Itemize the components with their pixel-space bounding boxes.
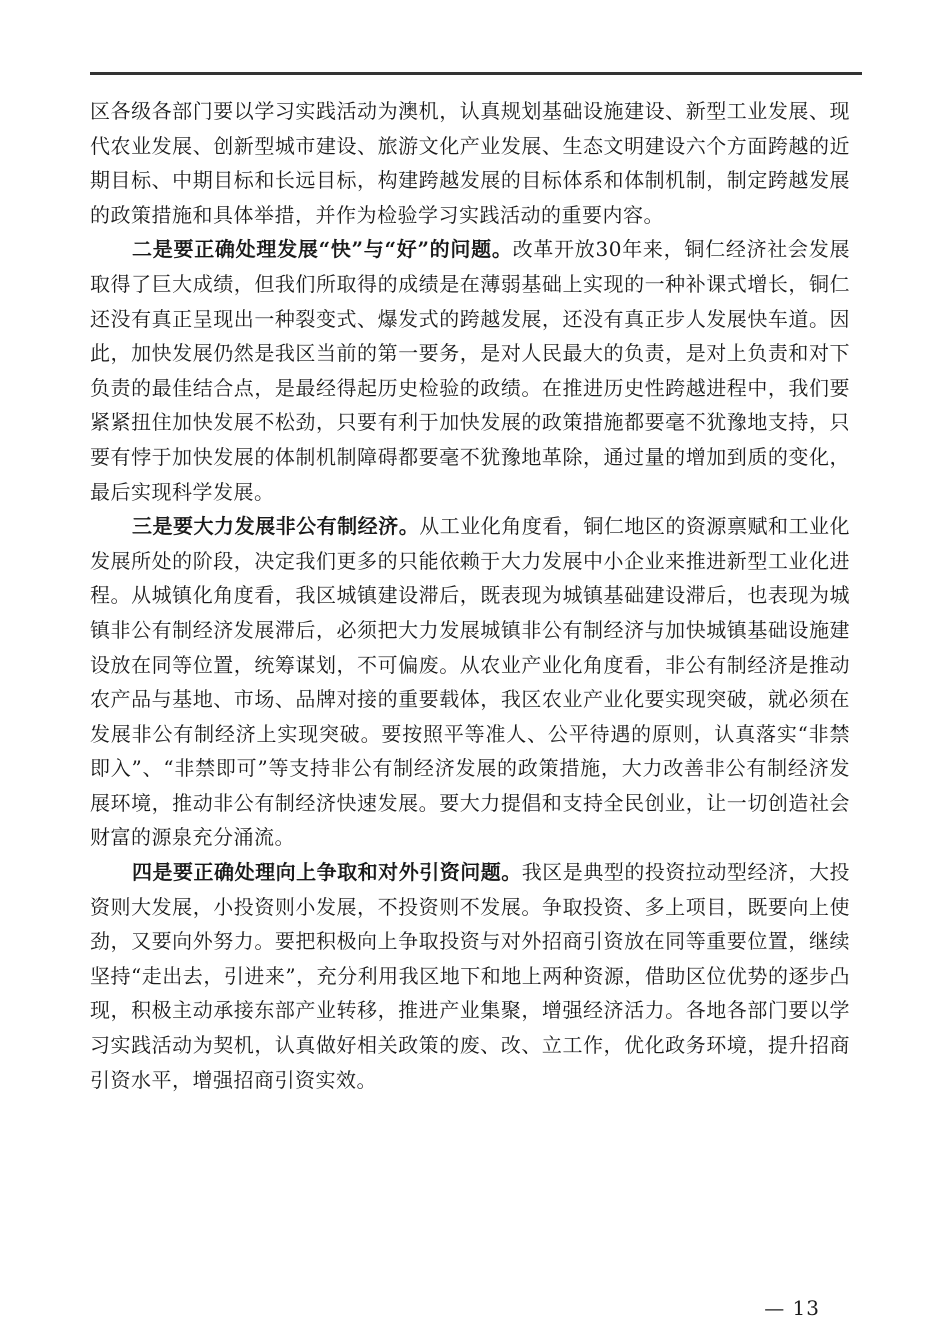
page-number: — 13 bbox=[764, 1296, 820, 1320]
article-body bbox=[90, 94, 850, 1097]
paragraph-lead: 二是要正确处理发展“快”与“好”的问题。 bbox=[132, 237, 513, 262]
paragraph-text: 我区是典型的投资拉动型经济，大投资则大发展，小投资则小发展，不投资则不发展。争取投资、多上项目，既要向上使劲，又要向外努力。要把积极向上争取投资与对外招商引资放在同等重要位置，继续坚持“走出去，引进来”，充分利用我区地下和地上两种资源，借助区位优势的逐步凸现，积极主动承接东部产业转移，推进产业集聚，增强经济活力。各地各部门要以学习实践活动为契机，认真做好相关政策的废、改、立工作，优化政务环境，提升招商引资水平，增强招商引资实效。 bbox=[90, 860, 851, 1092]
paragraph-text: 从工业化角度看，铜仁地区的资源禀赋和工业化发展所处的阶段，决定我们更多的只能依赖于大力发展中小企业来推进新型工业化进程。从城镇化角度看，我区城镇建设滞后，既表现为城镇基础建设滞后，也表现为城镇非公有制经济发展滞后，必须把大力发展城镇非公有制经济与加快城镇基础设施建设放在同等位置，统筹谋划，不可偏废。从农业产业化角度看，非公有制经济是推动农产品与基地、市场、品牌对接的重要载体，我区农业产业化要实现突破，就必须在发展非公有制经济上实现突破。要按照平等准人、公平待遇的原则，认真落实“非禁即入”、“非禁即可”等支持非公有制经济发展的政策措施，大力改善非公有制经济发展环境，推动非公有制经济快速发展。要大力提倡和支持全民创业，让一切创造社会财富的源泉充分涌流。 bbox=[90, 514, 851, 850]
paragraph-text: 区各级各部门要以学习实践活动为澳机，认真规划基础设施建设、新型工业发展、现代农业发展、创新型城市建设、旅游文化产业发展、生态文明建设六个方面跨越的近期目标、中期目标和长远目标，构建跨越发展的目标体系和体制机制，制定跨越发展的政策措施和具体举措，并作为检验学习实践活动的重要内容。 bbox=[90, 99, 850, 227]
paragraph-speed-quality bbox=[90, 232, 850, 509]
paragraph-non-public-economy bbox=[90, 509, 850, 855]
header-rule bbox=[90, 72, 862, 75]
paragraph-continuation bbox=[90, 94, 850, 232]
paragraph-lead: 三是要大力发展非公有制经济。 bbox=[132, 514, 420, 539]
paragraph-investment bbox=[90, 855, 850, 1097]
paragraph-text: 改革开放30年来，铜仁经济社会发展取得了巨大成绩，但我们所取得的成绩是在薄弱基础上实现的一种补课式增长，铜仁还没有真正呈现出一种裂变式、爆发式的跨越发展，还没有真正步人发展快车道。因此，加快发展仍然是我区当前的第一要务，是对人民最大的负责，是对上负责和对下负责的最佳结合点，是最经得起历史检验的政绩。在推进历史性跨越进程中，我们要紧紧扭住加快发展不松劲，只要有利于加快发展的政策措施都要毫不犹豫地支持，只要有悖于加快发展的体制机制障碍都要毫不犹豫地革除，通过量的增加到质的变化，最后实现科学发展。 bbox=[90, 237, 851, 504]
paragraph-lead: 四是要正确处理向上争取和对外引资问题。 bbox=[132, 860, 522, 885]
